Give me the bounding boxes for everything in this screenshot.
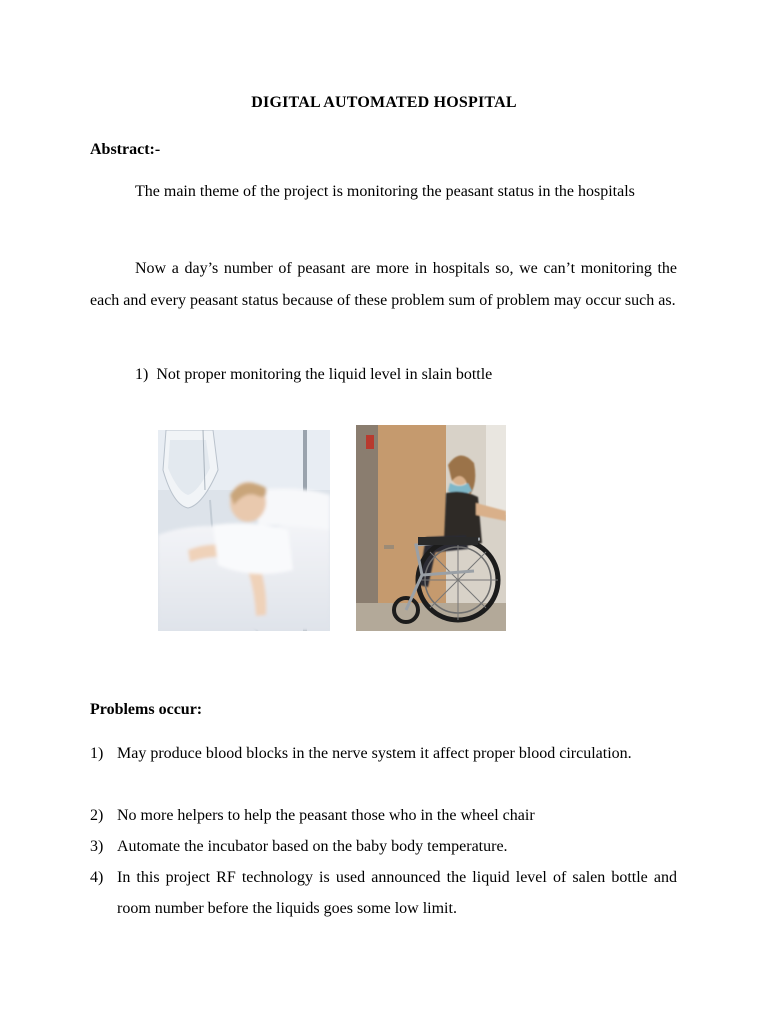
intro-list-item [135, 366, 492, 384]
abstract-paragraph-2: Now a day’s number of peasant are more in hospitals so, we can’t monitoring the each and every peasant status because of these problem sum of problem may occur such as. [90, 260, 677, 309]
list-text: Not proper monitoring the liquid level in slain bottle [156, 366, 493, 383]
patient-bed-photo [158, 430, 330, 631]
document-title: DIGITAL AUTOMATED HOSPITAL [251, 94, 517, 111]
list-number: 1) [90, 745, 104, 762]
wheelchair-illustration [356, 425, 506, 631]
problems-heading: Problems occur: [90, 701, 203, 718]
list-text: May produce blood blocks in the nerve system it affect proper blood circulation. [117, 745, 632, 762]
problem-list-item [90, 862, 677, 924]
patient-bed-illustration [158, 430, 330, 631]
list-text: In this project RF technology is used announced the liquid level of salen bottle and room number before the liquids goes some low limit. [117, 869, 677, 917]
list-number: 1) [135, 366, 149, 383]
problem-list-item [90, 800, 677, 831]
abstract-paragraph-1: The main theme of the project is monitoring the peasant status in the hospitals [135, 183, 635, 200]
abstract-heading: Abstract:- [90, 141, 161, 158]
list-number: 4) [90, 869, 104, 886]
problem-list-item [90, 831, 677, 862]
list-text: Automate the incubator based on the baby body temperature. [117, 838, 508, 855]
wheelchair-photo [356, 425, 506, 631]
list-text: No more helpers to help the peasant those who in the wheel chair [117, 807, 535, 824]
problem-list-item [90, 738, 677, 769]
list-number: 2) [90, 807, 104, 824]
list-number: 3) [90, 838, 104, 855]
